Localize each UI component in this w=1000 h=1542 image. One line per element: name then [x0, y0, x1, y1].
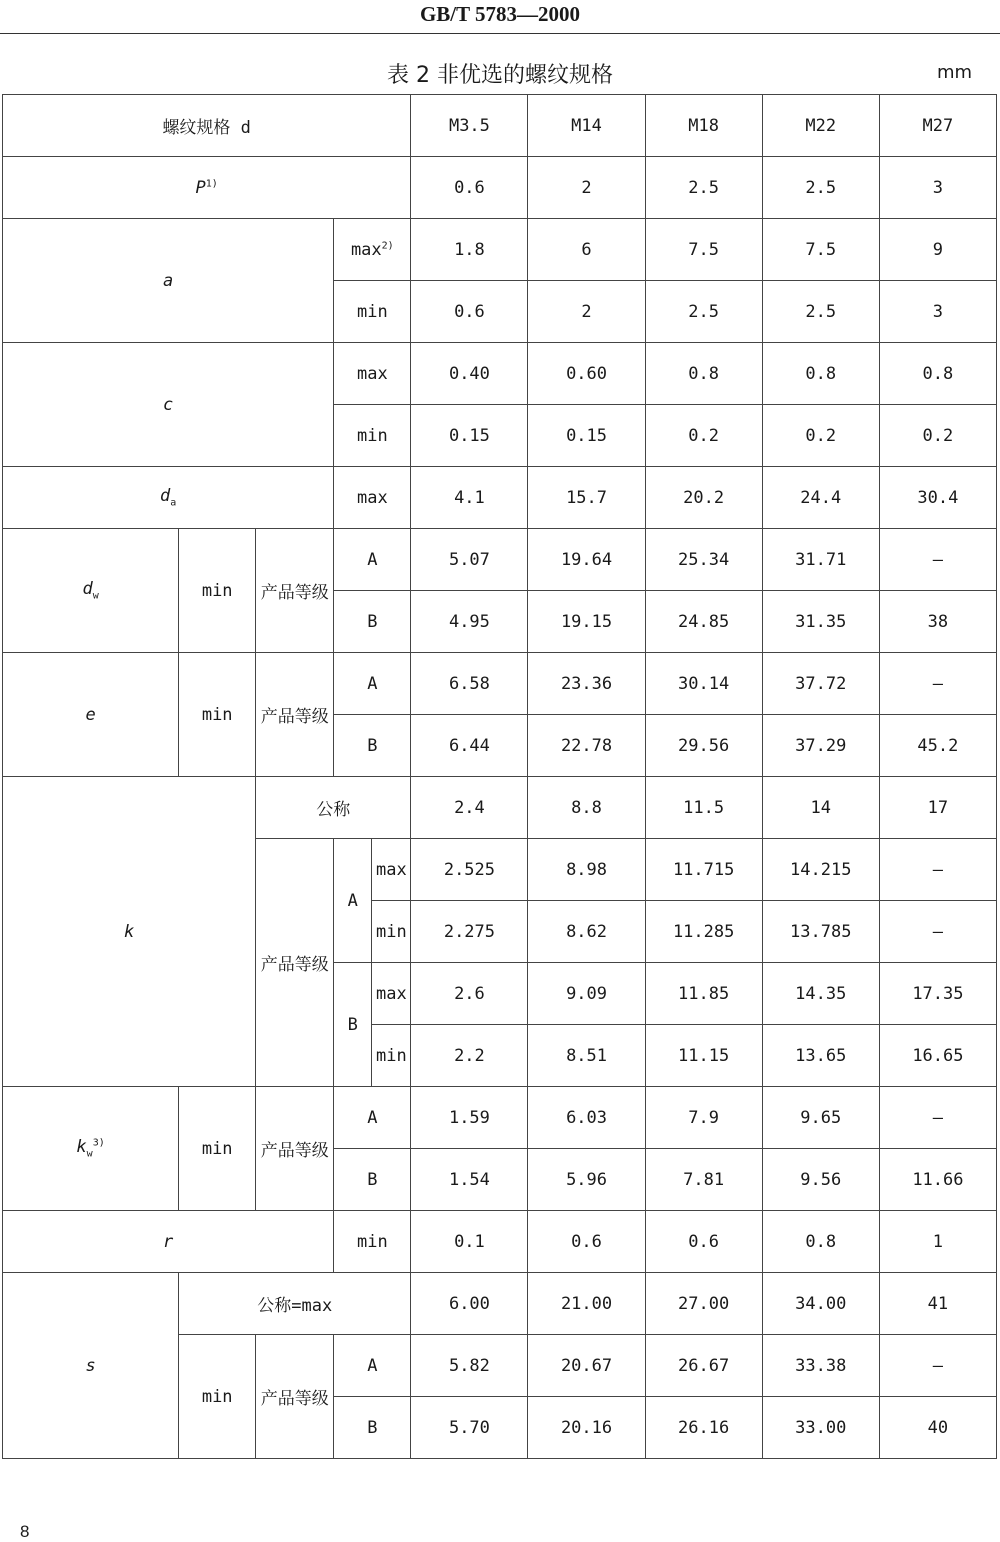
- table-cell: 2: [528, 281, 645, 343]
- table-cell: 7.5: [762, 219, 879, 281]
- grade-b-label: B: [334, 715, 411, 777]
- table-cell: 17: [879, 777, 996, 839]
- max-label: max: [334, 467, 411, 529]
- grade-b-label: B: [334, 591, 411, 653]
- table-cell: 20.2: [645, 467, 762, 529]
- table-cell: 5.70: [411, 1397, 528, 1459]
- table-row: [3, 157, 997, 219]
- a-label: a: [3, 219, 334, 343]
- table-row: [3, 777, 997, 839]
- table-cell: 6.44: [411, 715, 528, 777]
- table-cell: 26.67: [645, 1335, 762, 1397]
- min-label: min: [372, 1025, 411, 1087]
- grade-label: 产品等级: [256, 653, 334, 777]
- max-label: max: [372, 839, 411, 901]
- table-cell: 6.03: [528, 1087, 645, 1149]
- table-cell: 0.8: [645, 343, 762, 405]
- table-cell: 11.15: [645, 1025, 762, 1087]
- table-cell: 0.6: [411, 157, 528, 219]
- table-cell: 2.5: [645, 157, 762, 219]
- table-cell: 9: [879, 219, 996, 281]
- grade-label: 产品等级: [256, 1087, 334, 1211]
- column-header: M3.5: [411, 95, 528, 157]
- grade-b-label: B: [334, 1149, 411, 1211]
- table-cell: 3: [879, 281, 996, 343]
- table-cell: 6: [528, 219, 645, 281]
- table-cell: —: [879, 653, 996, 715]
- standard-header: GB/T 5783—2000: [419, 2, 581, 26]
- table-cell: 19.15: [528, 591, 645, 653]
- table-row: [3, 1087, 997, 1149]
- table-cell: 0.8: [762, 1211, 879, 1273]
- page-number: 8: [20, 1522, 30, 1541]
- table-cell: 24.85: [645, 591, 762, 653]
- column-header: M22: [762, 95, 879, 157]
- table-cell: 16.65: [879, 1025, 996, 1087]
- table-cell: 8.62: [528, 901, 645, 963]
- grade-a-label: A: [334, 839, 372, 963]
- table-cell: 11.66: [879, 1149, 996, 1211]
- table-cell: 33.38: [762, 1335, 879, 1397]
- table-cell: 7.9: [645, 1087, 762, 1149]
- table-cell: 5.07: [411, 529, 528, 591]
- thread-spec-label: 螺纹规格 d: [3, 95, 411, 157]
- table-cell: 41: [879, 1273, 996, 1335]
- header-rule: [0, 33, 1000, 34]
- e-label: e: [3, 653, 179, 777]
- table-cell: 33.00: [762, 1397, 879, 1459]
- table-caption: 表 2 非优选的螺纹规格: [387, 63, 613, 88]
- table-cell: 29.56: [645, 715, 762, 777]
- table-cell: 2.275: [411, 901, 528, 963]
- table-cell: 25.34: [645, 529, 762, 591]
- table-cell: 1: [879, 1211, 996, 1273]
- min-label: min: [334, 281, 411, 343]
- min-label: min: [179, 1335, 256, 1459]
- nominal-max-label: 公称=max: [179, 1273, 411, 1335]
- da-label: $d_a$: [3, 467, 334, 529]
- table-cell: 11.85: [645, 963, 762, 1025]
- table-cell: 2.5: [762, 281, 879, 343]
- grade-a-label: A: [334, 653, 411, 715]
- grade-a-label: A: [334, 1087, 411, 1149]
- table-cell: 27.00: [645, 1273, 762, 1335]
- grade-label: 产品等级: [256, 529, 334, 653]
- max-label: $\max^{2)}$: [334, 219, 411, 281]
- table-row: [3, 343, 997, 405]
- table-cell: —: [879, 839, 996, 901]
- max-label: max: [372, 963, 411, 1025]
- table-cell: 6.00: [411, 1273, 528, 1335]
- table-cell: 14: [762, 777, 879, 839]
- min-label: min: [179, 529, 256, 653]
- pitch-label: $P^{1)}$: [3, 157, 411, 219]
- table-cell: 37.29: [762, 715, 879, 777]
- grade-label: 产品等级: [256, 839, 334, 1087]
- table-row: [3, 1273, 997, 1335]
- table-cell: 0.60: [528, 343, 645, 405]
- column-header: M27: [879, 95, 996, 157]
- table-cell: 0.2: [645, 405, 762, 467]
- table-cell: 0.15: [411, 405, 528, 467]
- min-label: min: [179, 1087, 256, 1211]
- table-cell: 13.65: [762, 1025, 879, 1087]
- table-cell: 2.5: [762, 157, 879, 219]
- kw-label: $k_w^{3)}$: [3, 1087, 179, 1211]
- table-cell: 23.36: [528, 653, 645, 715]
- table-cell: 9.65: [762, 1087, 879, 1149]
- table-cell: 9.56: [762, 1149, 879, 1211]
- table-cell: 22.78: [528, 715, 645, 777]
- table-cell: 7.5: [645, 219, 762, 281]
- grade-label: 产品等级: [256, 1335, 334, 1459]
- grade-a-label: A: [334, 529, 411, 591]
- table-cell: 4.1: [411, 467, 528, 529]
- table-row: [3, 529, 997, 591]
- table-cell: 0.6: [528, 1211, 645, 1273]
- table-cell: —: [879, 901, 996, 963]
- table-cell: 0.6: [411, 281, 528, 343]
- min-label: min: [179, 653, 256, 777]
- table-cell: 6.58: [411, 653, 528, 715]
- table-cell: 14.35: [762, 963, 879, 1025]
- r-label: r: [3, 1211, 334, 1273]
- table-cell: 7.81: [645, 1149, 762, 1211]
- min-label: min: [334, 1211, 411, 1273]
- table-cell: 1.8: [411, 219, 528, 281]
- k-label: k: [3, 777, 256, 1087]
- table-cell: 0.40: [411, 343, 528, 405]
- table-cell: 11.5: [645, 777, 762, 839]
- table-cell: 4.95: [411, 591, 528, 653]
- table-cell: 2.525: [411, 839, 528, 901]
- table-cell: 2.2: [411, 1025, 528, 1087]
- table-cell: 5.96: [528, 1149, 645, 1211]
- table-cell: 31.71: [762, 529, 879, 591]
- table-cell: 0.2: [762, 405, 879, 467]
- table-cell: 31.35: [762, 591, 879, 653]
- table-cell: 8.8: [528, 777, 645, 839]
- table-cell: 11.715: [645, 839, 762, 901]
- table-cell: 13.785: [762, 901, 879, 963]
- table-cell: 5.82: [411, 1335, 528, 1397]
- nominal-label: 公称: [256, 777, 411, 839]
- table-cell: 20.16: [528, 1397, 645, 1459]
- table-cell: 2.4: [411, 777, 528, 839]
- max-label: max: [334, 343, 411, 405]
- table-cell: 3: [879, 157, 996, 219]
- grade-a-label: A: [334, 1335, 411, 1397]
- table-cell: 0.6: [645, 1211, 762, 1273]
- table-cell: —: [879, 529, 996, 591]
- min-label: min: [334, 405, 411, 467]
- spec-table: [2, 94, 997, 1459]
- table-cell: 20.67: [528, 1335, 645, 1397]
- table-unit: mm: [937, 62, 973, 83]
- table-cell: 1.54: [411, 1149, 528, 1211]
- table-cell: —: [879, 1335, 996, 1397]
- table-cell: 37.72: [762, 653, 879, 715]
- c-label: c: [3, 343, 334, 467]
- table-cell: 38: [879, 591, 996, 653]
- table-cell: 34.00: [762, 1273, 879, 1335]
- table-cell: 2.5: [645, 281, 762, 343]
- table-row: [3, 1211, 997, 1273]
- table-cell: 0.8: [762, 343, 879, 405]
- table-cell: 15.7: [528, 467, 645, 529]
- table-cell: 8.51: [528, 1025, 645, 1087]
- grade-b-label: B: [334, 1397, 411, 1459]
- table-cell: 0.15: [528, 405, 645, 467]
- table-cell: 45.2: [879, 715, 996, 777]
- table-row: [3, 467, 997, 529]
- table-cell: 30.4: [879, 467, 996, 529]
- table-cell: 21.00: [528, 1273, 645, 1335]
- table-cell: 0.1: [411, 1211, 528, 1273]
- table-cell: 14.215: [762, 839, 879, 901]
- table-cell: 1.59: [411, 1087, 528, 1149]
- table-cell: 19.64: [528, 529, 645, 591]
- dw-label: $d_w$: [3, 529, 179, 653]
- table-row: [3, 653, 997, 715]
- table-cell: —: [879, 1087, 996, 1149]
- table-cell: 17.35: [879, 963, 996, 1025]
- column-header: M14: [528, 95, 645, 157]
- table-cell: 9.09: [528, 963, 645, 1025]
- table-cell: 8.98: [528, 839, 645, 901]
- table-cell: 40: [879, 1397, 996, 1459]
- table-header-row: [3, 95, 997, 157]
- table-cell: 11.285: [645, 901, 762, 963]
- table-cell: 2.6: [411, 963, 528, 1025]
- min-label: min: [372, 901, 411, 963]
- s-label: s: [3, 1273, 179, 1459]
- table-cell: 2: [528, 157, 645, 219]
- table-cell: 24.4: [762, 467, 879, 529]
- table-cell: 30.14: [645, 653, 762, 715]
- table-cell: 26.16: [645, 1397, 762, 1459]
- table-row: [3, 219, 997, 281]
- grade-b-label: B: [334, 963, 372, 1087]
- column-header: M18: [645, 95, 762, 157]
- table-cell: 0.8: [879, 343, 996, 405]
- table-cell: 0.2: [879, 405, 996, 467]
